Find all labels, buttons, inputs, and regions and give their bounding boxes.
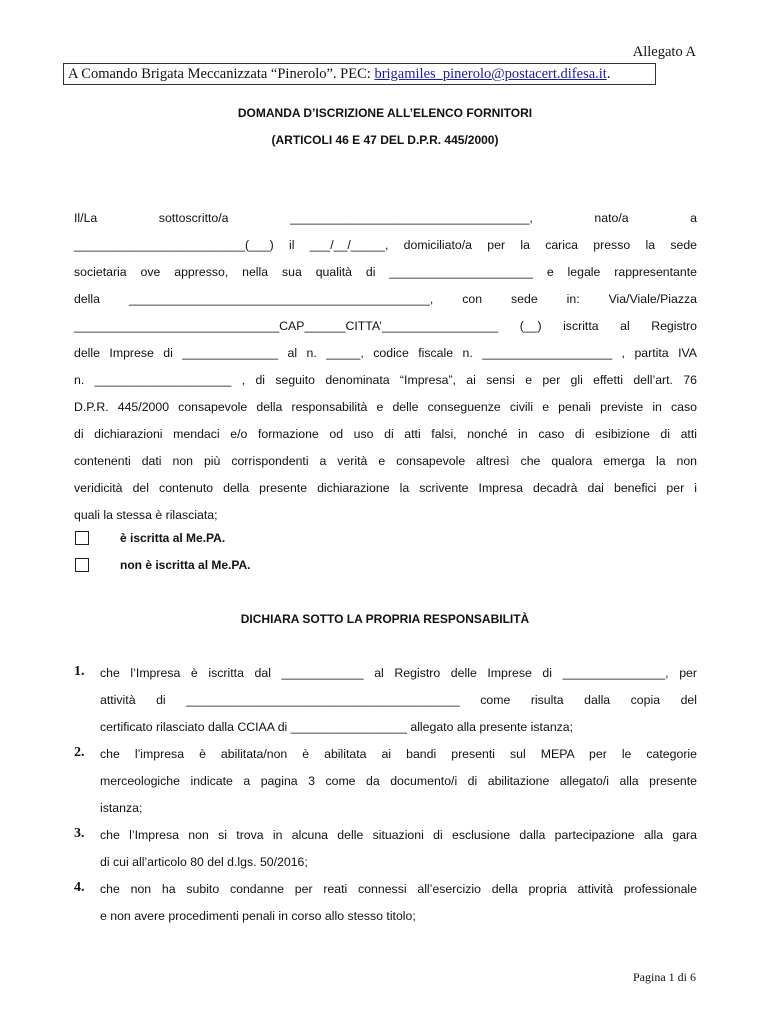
declaration-item-line: che non ha subito condanne per reati connessi all’esercizio della propria attività professionale [100, 882, 697, 896]
declaration-item-line: che l’Impresa è iscritta dal ____________ al Registro delle Imprese di _______________, per [100, 666, 697, 680]
paragraph-line: contenenti dati non più corrispondenti a verità e consapevole altresì che qualora emerga la non [74, 454, 697, 468]
checkbox-iscritta-mepa[interactable] [75, 531, 89, 545]
paragraph-line: della ____________________________________________, con sede in: Via/Viale/Piazza [74, 292, 697, 306]
item-number: 4. [74, 880, 85, 895]
addressee-suffix: . [606, 66, 611, 82]
item-number: 3. [74, 826, 85, 841]
declaration-item-line: di cui all’articolo 80 del d.lgs. 50/2016; [100, 855, 308, 869]
addressee-text: A Comando Brigata Meccanizzata “Pinerolo”. PEC: [68, 66, 375, 82]
item-number: 2. [74, 745, 85, 760]
declaration-item-line: merceologiche indicate a pagina 3 come da documento/i di abilitazione allegato/i alla presente [100, 774, 697, 788]
declaration-title: DICHIARA SOTTO LA PROPRIA RESPONSABILITÀ [240, 612, 530, 626]
paragraph-line: _________________________(___) il ___/__/_____, domiciliato/a per la carica presso la sede [74, 238, 697, 252]
document-subtitle: (ARTICOLI 46 E 47 DEL D.P.R. 445/2000) [271, 133, 499, 147]
item-number: 1. [74, 664, 85, 679]
document-title: DOMANDA D’ISCRIZIONE ALL’ELENCO FORNITORI [237, 106, 533, 120]
paragraph-line: veridicità del contenuto della presente dichiarazione la scrivente Impresa decadrà dai benefici per i [74, 481, 697, 495]
declaration-item-line: certificato rilasciato dalla CCIAA di _________________ allegato alla presente istanza; [100, 720, 574, 734]
declaration-item-line: attività di ________________________________________ come risulta dalla copia del [100, 693, 697, 707]
pec-email-link[interactable]: brigamiles_pinerolo@postacert.difesa.it [374, 66, 607, 82]
checkbox-non-iscritta-mepa[interactable] [75, 558, 89, 572]
paragraph-line: ______________________________CAP______CITTA’_________________ (__) iscritta al Registro [74, 319, 697, 333]
declaration-item-line: che l’impresa è abilitata/non è abilitata ai bandi presenti sul MEPA per le categorie [100, 747, 697, 761]
paragraph-line: di dichiarazioni mendaci e/o formazione od uso di atti falsi, nonché in caso di esibizione di atti [74, 427, 697, 441]
option-label-iscritta: è iscritta al Me.PA. [120, 531, 226, 545]
page-number: Pagina 1 di 6 [633, 970, 696, 984]
paragraph-line: Il/La sottoscritto/a ___________________________________, nato/a a [74, 211, 697, 225]
allegato-label: Allegato A [632, 44, 696, 60]
paragraph-line: quali la stessa è rilasciata; [74, 508, 218, 522]
declaration-item-line: e non avere procedimenti penali in corso allo stesso titolo; [100, 909, 416, 923]
paragraph-line: D.P.R. 445/2000 consapevole della responsabilità e delle conseguenze civili e penali previste in caso [74, 400, 697, 414]
paragraph-line: societaria ove appresso, nella sua qualità di _____________________ e legale rappresentante [74, 265, 697, 279]
paragraph-line: n. ____________________ , di seguito denominata “Impresa”, ai sensi e per gli effetti dell’art. 76 [74, 373, 697, 387]
declaration-item-line: che l’Impresa non si trova in alcuna delle situazioni di esclusione dalla partecipazione alla gara [100, 828, 697, 842]
addressee-box [63, 63, 656, 85]
declaration-item-line: istanza; [100, 801, 143, 815]
paragraph-line: delle Imprese di ______________ al n. _____, codice fiscale n. ___________________ , partita IVA [74, 346, 697, 360]
option-label-non-iscritta: non è iscritta al Me.PA. [120, 558, 251, 572]
